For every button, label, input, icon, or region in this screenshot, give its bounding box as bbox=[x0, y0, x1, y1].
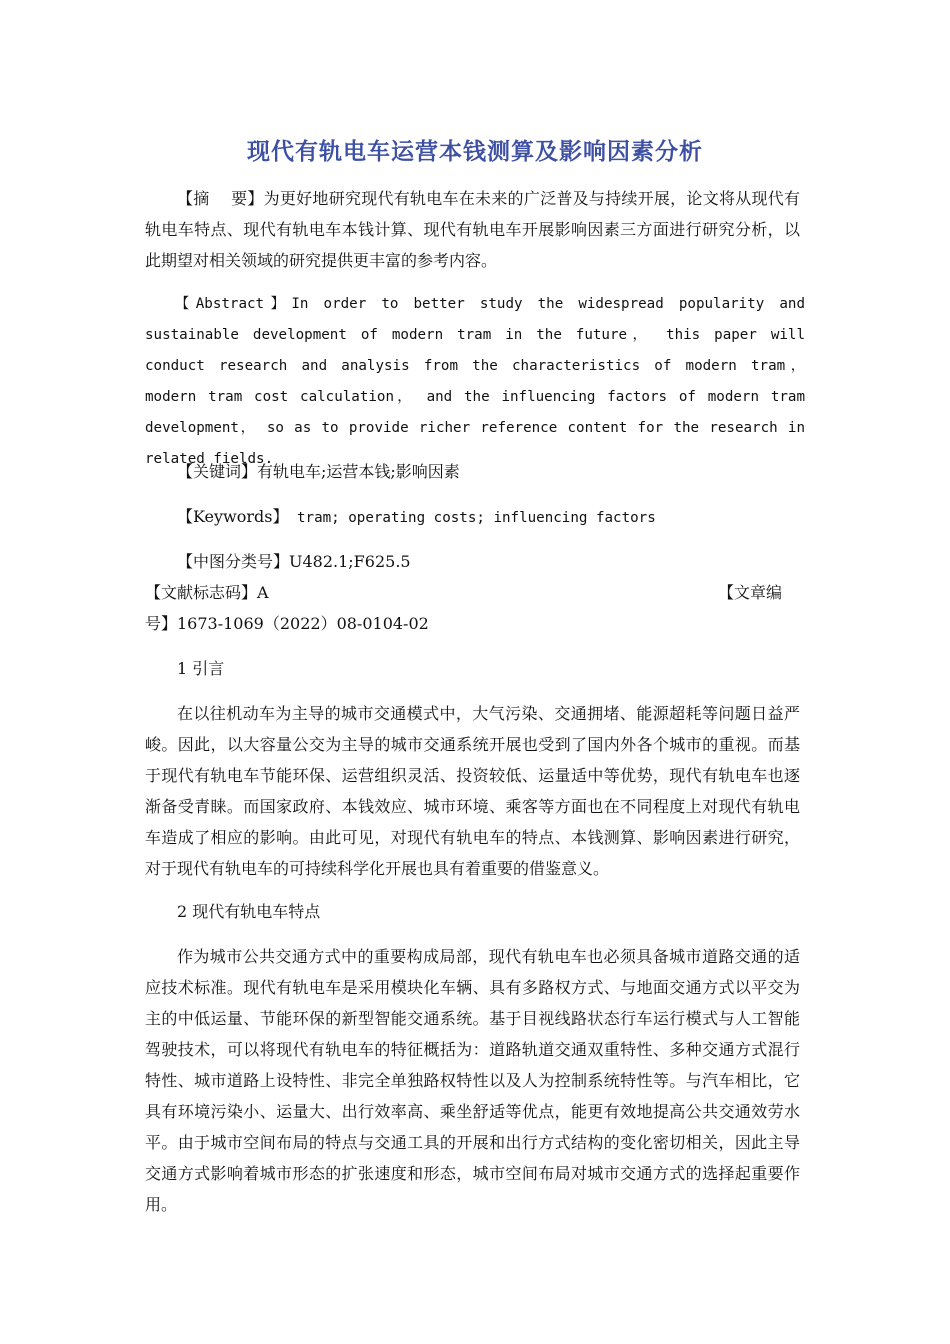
section-2-body: 作为城市公共交通方式中的重要构成局部，现代有轨电车也必须具备城市道路交通的适应技术标准。现代有轨电车是采用模块化车辆、具有多路权方式、与地面交通方式以平交为主的中低运量、节能环保的新型智能交通系统。基于目视线路状态行车运行模式与人工智能驾驶技术，可以将现代有轨电车的特征概括为：道路轨道交通双重特性、多种交通方式混行特性、城市道路上设特性、非完全单独路权特性以及人为控制系统特性等。与汽车相比，它具有环境污染小、运量大、出行效率高、乘坐舒适等优点，能更有效地提高公共交通效劳水平。由于城市空间布局的特点与交通工具的开展和出行方式结构的变化密切相关，因此主导交通方式影响着城市形态的扩张速度和形态，城市空间布局对城市交通方式的选择起重要作用。 bbox=[145, 947, 800, 1214]
section-2-heading: 2 现代有轨电车特点 bbox=[177, 902, 321, 921]
abstract-cn: 【摘 要】为更好地研究现代有轨电车在未来的广泛普及与持续开展，论文将从现代有轨电车特点、现代有轨电车本钱计算、现代有轨电车开展影响因素三方面进行研究分析，以此期望对相关领域的研究提供更丰富的参考内容。 bbox=[145, 189, 800, 270]
article-number: 号】1673-1069（2022）08-0104-02 bbox=[145, 614, 429, 633]
article-number-label: 【文章编 bbox=[718, 583, 783, 602]
keywords-en: tram; operating costs; influencing factors bbox=[288, 510, 656, 526]
keywords-cn: 【关键词】有轨电车;运营本钱;影响因素 bbox=[177, 462, 460, 481]
abstract-en: 【Abstract】In order to better study the widespread popularity and sustainable development of modern tram in the future， this paper will conduct research and analysis from the characteristics of modern tram， modern tram cost calculation， and the influencing factors of modern tram development， so as to provide richer reference content for the research in related fields. bbox=[145, 296, 805, 467]
keywords-en-line bbox=[177, 506, 832, 529]
paper-title: 现代有轨电车运营本钱测算及影响因素分析 bbox=[247, 139, 703, 165]
document-code: 【文献标志码】A bbox=[145, 583, 269, 602]
keywords-en-label: 【Keywords】 bbox=[177, 507, 289, 526]
classification-number: 【中图分类号】U482.1;F625.5 bbox=[177, 552, 411, 571]
section-1-heading: 1 引言 bbox=[177, 659, 225, 678]
section-1-body: 在以往机动车为主导的城市交通模式中，大气污染、交通拥堵、能源超耗等问题日益严峻。因此，以大容量公交为主导的城市交通系统开展也受到了国内外各个城市的重视。而基于现代有轨电车节能环保、运营组织灵活、投资较低、运量适中等优势，现代有轨电车也逐渐备受青睐。而国家政府、本钱效应、城市环境、乘客等方面也在不同程度上对现代有轨电车造成了相应的影响。由此可见，对现代有轨电车的特点、本钱测算、影响因素进行研究，对于现代有轨电车的可持续科学化开展也具有着重要的借鉴意义。 bbox=[145, 704, 800, 878]
